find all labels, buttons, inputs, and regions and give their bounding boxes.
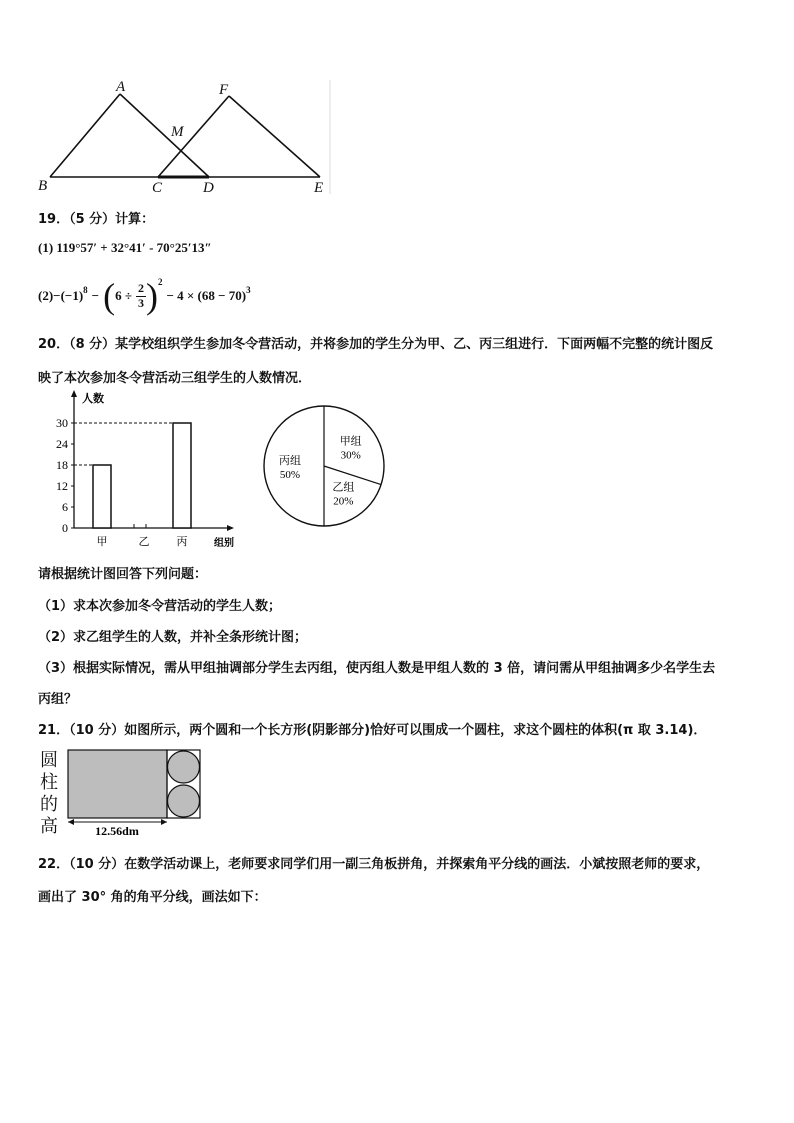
- point-label-m: M: [171, 124, 184, 140]
- point-label-d: D: [203, 180, 214, 196]
- x-axis-arrow: [227, 525, 234, 531]
- q19-part2-label: (2): [38, 288, 54, 303]
- point-label-e: E: [314, 180, 324, 196]
- y-tick-label: 0: [62, 521, 68, 535]
- x-category-label: 丙: [176, 535, 188, 548]
- bottom-circle: [168, 785, 200, 817]
- y-tick-label: 6: [62, 500, 68, 514]
- x-axis-label: 组别: [214, 538, 234, 549]
- y-tick-label: 12: [56, 479, 68, 493]
- fraction-numerator: 2: [137, 280, 144, 295]
- pie-slice-label: 乙组: [332, 480, 355, 494]
- shaded-rectangle: [68, 750, 167, 818]
- point-label-b: B: [38, 178, 48, 194]
- q20-prompt: 请根据统计图回答下列问题：: [38, 567, 208, 582]
- pie-slice-value: 20%: [333, 495, 354, 508]
- x-category-label: 乙: [138, 535, 150, 548]
- q19-part2-exp8: 8: [83, 285, 88, 295]
- top-circle: [168, 751, 200, 783]
- bar: [173, 423, 191, 528]
- point-label-a: A: [116, 79, 126, 95]
- q22-text-line1: 22．（10 分）在数学活动课上，老师要求同学们用一副三角板拼角，并探索角平分线的画法．小斌按照老师的要求，: [38, 857, 710, 872]
- y-axis-label: 人数: [82, 392, 104, 405]
- q19-part1-expr: 119°57′ + 32°41′ - 70°25′13″: [56, 240, 212, 255]
- q21-text: 21．（10 分）如图所示，两个圆和一个长方形(阴影部分)恰好可以围成一个圆柱，求这个圆柱的体积(π 取 3.14)．: [38, 723, 707, 738]
- point-label-f: F: [219, 82, 229, 98]
- pie-slice-value: 30%: [340, 449, 361, 462]
- length-label: 12.56dm: [95, 824, 139, 838]
- height-label-char: 的: [40, 794, 58, 815]
- point-label-c: C: [152, 180, 163, 196]
- left-paren: (: [103, 276, 116, 316]
- q19-part2: [38, 274, 251, 318]
- q19-part2-exp2: 2: [157, 277, 163, 287]
- q19-part1-label: (1): [38, 240, 54, 255]
- geometry-figure: [36, 76, 336, 196]
- q19-header: 19．（5 分）计算：: [38, 212, 155, 227]
- q20-sub3-line2: 丙组？: [38, 692, 78, 707]
- y-axis-arrow: [71, 390, 77, 397]
- cylinder-net-figure: [64, 748, 204, 838]
- q22-text-line2: 画出了 30° 角的角平分线，画法如下：: [38, 890, 267, 905]
- cylinder-height-label: [38, 750, 60, 838]
- fraction-denominator: 3: [137, 295, 144, 310]
- q20-sub2: （2）求乙组学生的人数，并补全条形统计图；: [38, 630, 308, 645]
- y-tick-label: 24: [56, 437, 68, 451]
- pie-slice-label: 丙组: [279, 454, 301, 467]
- x-category-label: 甲: [96, 535, 108, 548]
- q19-part2-term-a: −(−1): [53, 288, 84, 303]
- height-label-char: 高: [40, 816, 58, 837]
- fraction: [136, 282, 146, 311]
- q20-sub3-line1: （3）根据实际情况，需从甲组抽调部分学生去丙组，使丙组人数是甲组人数的 3 倍，请问需从甲组抽调多少名学生去: [38, 661, 716, 676]
- y-tick-label: 18: [56, 458, 68, 472]
- q19-part2-term-c: − 4 × (68 − 70): [166, 288, 247, 303]
- height-label-char: 圆: [40, 750, 58, 771]
- bar: [93, 465, 111, 528]
- pie-chart: [262, 392, 394, 542]
- pie-slice-value: 50%: [279, 469, 301, 481]
- y-tick-label: 30: [56, 416, 68, 430]
- right-paren: ): [145, 276, 158, 316]
- q19-part2-minus: −: [91, 288, 100, 303]
- q20-sub1: （1）求本次参加冬令营活动的学生人数；: [38, 599, 282, 614]
- q19-part2-inner: 6 ÷: [115, 288, 132, 303]
- q20-text-line1: 20．（8 分）某学校组织学生参加冬令营活动，并将参加的学生分为甲、乙、丙三组进行．下面两幅不完整的统计图反: [38, 337, 714, 352]
- q19-part2-exp3: 3: [246, 285, 251, 295]
- bar-chart: [36, 388, 256, 550]
- q19-part1: [38, 240, 212, 256]
- height-label-char: 柱: [40, 772, 58, 793]
- pie-slice-label: 甲组: [339, 434, 362, 448]
- q20-text-line2: 映了本次参加冬令营活动三组学生的人数情况．: [38, 371, 312, 386]
